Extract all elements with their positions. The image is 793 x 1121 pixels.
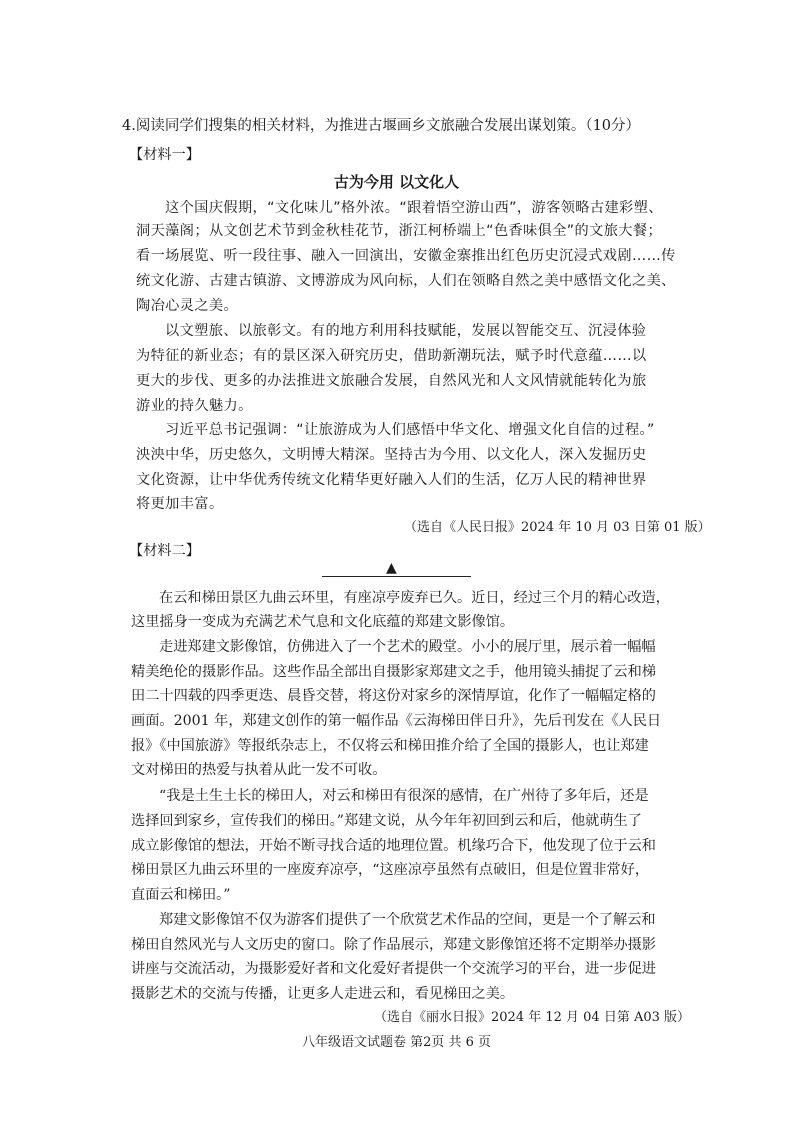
body-line: 泱泱中华，历史悠久，文明博大精深。坚持古为今用、以文化人，深入发掘历史 xyxy=(136,447,647,463)
body-line: 梯田自然风光与人文历史的窗口。除了作品展示，郑建文影像馆还将不定期举办摄影 xyxy=(131,937,656,953)
body-line: 走进郑建文影像馆，仿佛进入了一个艺术的殿堂。小小的展厅里，展示着一幅幅 xyxy=(159,639,656,655)
material-2-label: 【材料二】 xyxy=(129,543,200,559)
body-line: 梯田景区九曲云环里的一座废弃凉亭，“这座凉亭虽然有点破旧，但是位置非常好， xyxy=(131,862,650,878)
body-line: 直面云和梯田。” xyxy=(131,887,231,903)
material-1-title: 古为今用 以文化人 xyxy=(333,173,460,191)
body-line: 更大的步伐、更多的办法推进文旅融合发展，自然风光和人文风情就能转化为旅 xyxy=(136,373,647,389)
body-line: 田二十四载的四季更迭、晨昏交替，将这份对家乡的深情厚谊，化作了一幅幅定格的 xyxy=(131,688,656,704)
blank-title-triangle: ▲ xyxy=(386,560,397,576)
blank-title-underline xyxy=(322,576,471,577)
body-line: 将更加丰富。 xyxy=(136,496,224,512)
body-line: 讲座与交流活动，为摄影爱好者和文化爱好者提供一个交流学习的平台，进一步促进 xyxy=(131,961,656,977)
body-line: 报》《中国旅游》等报纸杂志上，不仅将云和梯田推介给了全国的摄影人，也让郑建 xyxy=(131,738,649,754)
body-line: 统文化游、古建古镇游、文博游成为风向标，人们在领略自然之美中感悟文化之美、 xyxy=(136,273,676,289)
body-line: 游业的持久魅力。 xyxy=(136,398,253,414)
body-line: 文化资源，让中华优秀传统文化精华更好融入人们的生活，亿万人民的精神世界 xyxy=(136,472,647,488)
body-line: 选择回到家乡，宣传我们的梯田。”郑建文说，从今年年初回到云和后，他就萌生了 xyxy=(131,813,642,829)
material-1-source: （选自《人民日报》2024 年 10 月 03 日第 01 版） xyxy=(404,520,711,535)
body-line: 郑建文影像馆不仅为游客们提供了一个欣赏艺术作品的空间，更是一个了解云和 xyxy=(159,912,656,928)
material-2-source: （选自《丽水日报》2024 年 12 月 04 日第 A03 版） xyxy=(374,1010,691,1025)
body-line: 成立影像馆的想法，开始不断寻找合适的地理位置。机缘巧合下，他发现了位于云和 xyxy=(131,838,656,854)
body-line: 看一场展览、听一段往事、融入一回演出，安徽金寨推出红色历史沉浸式戏剧……传 xyxy=(136,248,676,264)
body-line: 以文塑旅、以旅彰文。有的地方利用科技赋能，发展以智能交互、沉浸体验 xyxy=(165,323,647,339)
page-footer: 八年级语文试题卷 第2页 共 6 页 xyxy=(301,1035,492,1050)
body-line: “我是土生土长的梯田人，对云和梯田有很深的感情，在广州待了多年后，还是 xyxy=(159,788,649,804)
body-line: 陶冶心灵之美。 xyxy=(136,298,239,314)
body-line: 这个国庆假期，“文化味儿”格外浓。“跟着悟空游山西”，游客领略古建彩塑、 xyxy=(165,200,663,216)
body-line: 洞天藻阁；从文创艺术节到金秋桂花节，浙江柯桥端上“色香味俱全”的文旅大餐； xyxy=(136,223,663,239)
body-line: 为特征的新业态；有的景区深入研究历史，借助新潮玩法，赋予时代意蕴……以 xyxy=(136,348,647,364)
body-line: 精美绝伦的摄影作品。这些作品全部出自摄影家郑建文之手，他用镜头捕捉了云和梯 xyxy=(131,664,656,680)
body-line: 习近平总书记强调：“让旅游成为人们感悟中华文化、增强文化自信的过程。” xyxy=(165,422,655,438)
material-1-label: 【材料一】 xyxy=(129,147,200,163)
body-line: 在云和梯田景区九曲云环里，有座凉亭废弃已久。近日，经过三个月的精心改造， xyxy=(159,590,670,606)
body-line: 这里摇身一变成为充满艺术气息和文化底蕴的郑建文影像馆。 xyxy=(131,614,515,630)
question-prompt: 4.阅读同学们搜集的相关材料，为推进古堰画乡文旅融合发展出谋划策。（10分） xyxy=(122,118,641,134)
body-line: 摄影艺术的交流与传播，让更多人走进云和，看见梯田之美。 xyxy=(131,986,515,1002)
body-line: 文对梯田的热爱与执着从此一发不可收。 xyxy=(131,762,387,778)
body-line: 画面。2001 年，郑建文创作的第一幅作品《云海梯田伴日升》，先后刊发在《人民日 xyxy=(131,713,662,729)
